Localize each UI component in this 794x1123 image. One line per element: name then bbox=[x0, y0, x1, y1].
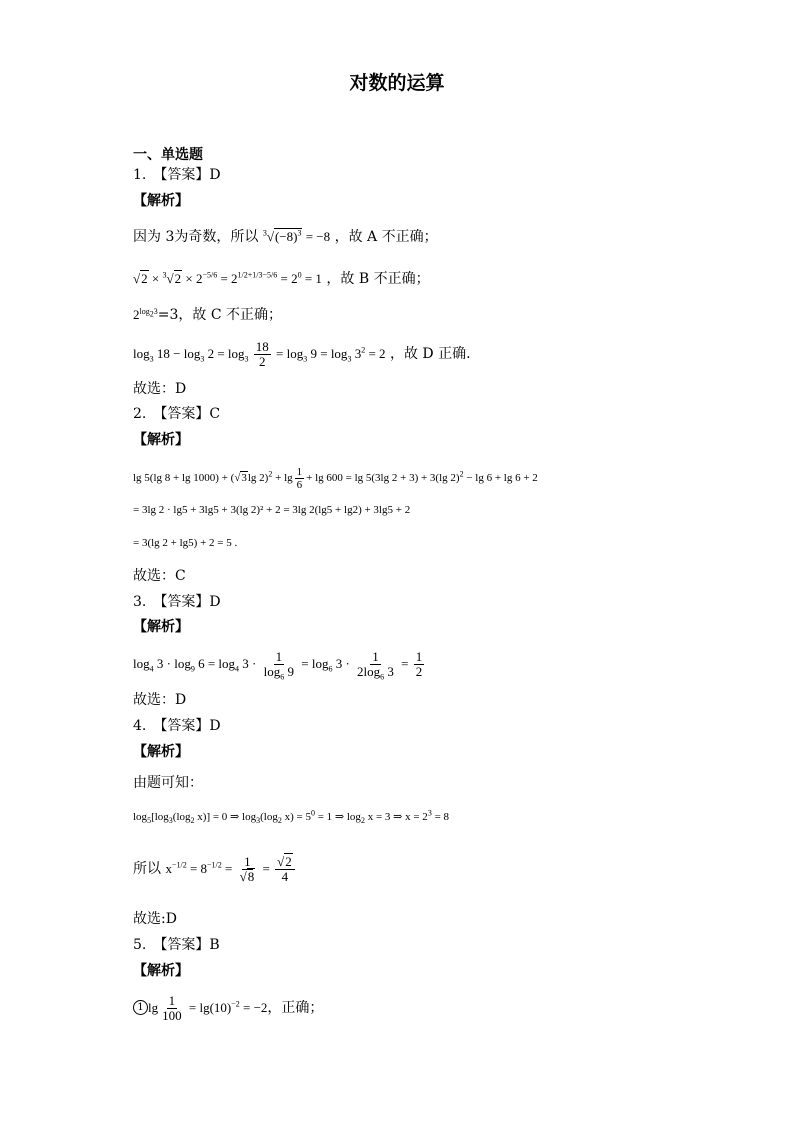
q1-line-a bbox=[133, 230, 438, 244]
q4-answer: 4. 【答案】D bbox=[133, 718, 221, 734]
q1-b-formula: $√2 \times ^3√2 \times 2^{-5/6} = 2^{1/2+1/3-5/6} = 2^0 = 1$ bbox=[133, 270, 322, 286]
q2-choice: 故选：C bbox=[133, 568, 186, 584]
q3-answer: 3. 【答案】D bbox=[133, 594, 221, 610]
q1-line-d bbox=[133, 340, 471, 370]
q4-analysis-label: 【解析】 bbox=[133, 744, 189, 760]
q2-l1-part-d: + lg 600 = lg 5(3lg 2 + 3) + 3(lg 2) bbox=[306, 472, 460, 485]
q2-line-2: = 3lg 2 · lg5 + 3lg5 + 3(lg 2)² + 2 = 3lg 2(lg5 + lg2) + 3lg5 + 2 bbox=[133, 504, 411, 516]
circled-one-marker: 1 bbox=[133, 1000, 148, 1015]
q2-l1-part-a: lg 5(lg 8 + lg 1000) + ( bbox=[133, 472, 235, 485]
q3-choice: 故选：D bbox=[133, 692, 187, 708]
q1-line-b bbox=[133, 272, 430, 286]
q3-analysis-label: 【解析】 bbox=[133, 619, 189, 635]
q2-answer: 2. 【答案】C bbox=[133, 406, 221, 422]
q1-a-formula: $^3√(-8)^3 = -8$ bbox=[262, 228, 331, 244]
q5-answer: 5. 【答案】B bbox=[133, 937, 220, 953]
q1-a-text: 因为 3为奇数，所以 bbox=[133, 229, 259, 245]
q4-formula-1: $\log_5[\log_3(\log_2$ x)] = 0 ⇒ $\log_3(\log_2$ $x) = 5^0 = 1$ ⇒ $\log_2 x = 3$ ⇒ $x = 2^3 = 8$ bbox=[133, 808, 450, 826]
q4-known: 由题可知： bbox=[133, 775, 203, 791]
q1-a-conclusion: ，故 A 不正确； bbox=[334, 229, 438, 245]
q1-d-conclusion: ，故 D 正确. bbox=[389, 345, 471, 362]
q4-so: 所以 bbox=[133, 860, 161, 877]
q1-c-conclusion: =3，故 C 不正确； bbox=[157, 307, 282, 323]
q5-analysis-label: 【解析】 bbox=[133, 963, 189, 979]
q1-answer: 1. 【答案】D bbox=[133, 167, 221, 183]
q5-line-1 bbox=[133, 994, 323, 1024]
q4-formula-2: $x^{-1/2} = 8^{-1/2}$ = $\frac{1}{√8}$ = $\frac{√2}{4}$ bbox=[165, 861, 296, 876]
q2-l1-part-c: + lg bbox=[272, 472, 293, 485]
q1-choice: 故选：D bbox=[133, 381, 187, 397]
q5-formula: lg $\frac{1}{100}$ = $\lg(10)^{-2} = -2$ bbox=[148, 993, 268, 1024]
q2-line-3: = 3(lg 2 + lg5) + 2 = 5 . bbox=[133, 537, 238, 549]
q4-line-2 bbox=[133, 855, 297, 885]
q4-choice: 故选:D bbox=[133, 911, 177, 927]
q1-b-conclusion: ，故 B 不正确； bbox=[326, 271, 430, 287]
q2-l1-part-b: lg 2) bbox=[247, 472, 269, 485]
q5-conclusion: ，正确； bbox=[267, 999, 324, 1016]
q1-line-c bbox=[133, 308, 282, 322]
q3-log-word: log bbox=[133, 655, 150, 671]
q1-analysis-label: 【解析】 bbox=[133, 193, 189, 209]
q3-formula: $\log_4 3 \cdot \log_9 6 = \log_4 3$ · $\frac{1}{\log_6 9}$ = $\log_6 3$ · $\frac{1}{2\log_6 3}$ = $\frac{1}{2}$ bbox=[133, 649, 423, 682]
q1-d-formula: $\log_3 18 - \log_3 2 = \log_3$ $\frac{18}{2}$ = $\log_3 9 = \log_3 3^2 = 2$ bbox=[133, 339, 386, 370]
q2-line-1: lg 5(lg 8 + lg 1000) + (√3lg 2)$^2$ + lg $\frac{1}{6}$ + lg 600 = lg 5(3lg 2 + 3) + 3(lg 2)$^2$ − lg 6 + lg 6 + 2 bbox=[133, 466, 538, 492]
q1-c-formula: $2^{log_23}$ bbox=[133, 306, 158, 322]
document-title: 对数的运算 bbox=[349, 72, 445, 94]
q2-l1-part-e: − lg 6 + lg 6 + 2 bbox=[463, 472, 538, 485]
section-heading: 一、单选题 bbox=[133, 147, 203, 163]
q2-analysis-label: 【解析】 bbox=[133, 432, 189, 448]
